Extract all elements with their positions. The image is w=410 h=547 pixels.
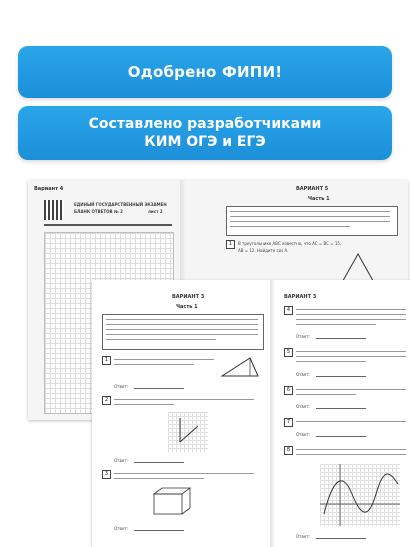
task-3-answer-line	[134, 530, 184, 531]
task-1-text-line	[114, 359, 214, 360]
task-1-answer-line	[134, 388, 184, 389]
task-8-number: 8	[284, 446, 293, 455]
task-7-number: 7	[284, 418, 293, 427]
task-5-text-line	[296, 356, 406, 357]
task-5-text-line	[296, 351, 406, 352]
right-triangle-figure	[220, 356, 260, 378]
form-barcode	[44, 224, 172, 226]
back-task-text-2: AB = 12. Найдите cos A.	[238, 248, 289, 253]
front-left-part: Часть 1	[176, 304, 198, 310]
instruction-line	[230, 211, 390, 212]
vectors-figure	[168, 412, 208, 452]
task-2-answer-line	[134, 462, 184, 463]
task-4-text-line	[296, 309, 406, 310]
back-left-variant: Вариант 4	[34, 186, 64, 192]
task-5-answer-label: Ответ:	[296, 372, 310, 377]
authors-banner	[18, 106, 392, 160]
front-book-gutter	[270, 280, 276, 547]
instruction-line	[230, 221, 390, 222]
authors-line-2: КИМ ОГЭ и ЕГЭ	[144, 134, 266, 150]
back-task-text: В треугольнике ABC известно, что AC = BC = 15,	[238, 241, 342, 246]
task-4-number: 4	[284, 306, 293, 315]
task-8-answer-line	[316, 538, 366, 539]
task-6-number: 6	[284, 386, 293, 395]
instruction-line	[230, 226, 350, 227]
task-3-answer-label: Ответ:	[114, 526, 128, 531]
function-graph	[320, 464, 400, 526]
task-3-text-line	[114, 473, 254, 474]
task-2-text-line	[114, 399, 254, 400]
task-5-number: 5	[284, 348, 293, 357]
task-5-answer-line	[316, 376, 366, 377]
task-8-answer-label: Ответ:	[296, 534, 310, 539]
authors-line-1: Составлено разработчиками	[88, 116, 322, 132]
task-7-answer-line	[316, 436, 366, 437]
qr-code-icon	[44, 200, 64, 220]
task-1-answer-label: Ответ:	[114, 384, 128, 389]
task-4-answer-label: Ответ:	[296, 334, 310, 339]
task-8-text-line	[296, 449, 406, 450]
task-4-text-line	[296, 314, 406, 315]
form-title-1: ЕДИНЫЙ ГОСУДАРСТВЕННЫЙ ЭКЗАМЕН	[74, 202, 167, 207]
instruction-line	[106, 329, 258, 330]
product-photo	[0, 170, 410, 547]
task-4-text-line	[296, 324, 376, 325]
task-6-text-line	[296, 394, 356, 395]
approved-banner	[18, 46, 392, 98]
form-sheet-label: лист 2	[148, 209, 163, 214]
front-right-variant: ВАРИАНТ 3	[284, 294, 317, 300]
task-7-text-line	[296, 421, 406, 422]
instruction-line	[106, 339, 216, 340]
front-book	[92, 280, 410, 547]
instruction-line	[106, 334, 258, 335]
cylinder-box-figure	[152, 486, 192, 516]
task-3-number: 3	[102, 470, 111, 479]
task-2-text-line	[114, 404, 174, 405]
task-4-text-line	[296, 319, 406, 320]
task-8-text-line	[296, 454, 406, 455]
task-1-text-line	[114, 364, 194, 365]
back-right-part: Часть 1	[308, 196, 330, 202]
instruction-line	[230, 216, 390, 217]
task-1-number: 1	[102, 356, 111, 365]
task-5-text-line	[296, 361, 366, 362]
form-title-2: БЛАНК ОТВЕТОВ № 2	[74, 209, 123, 214]
front-left-variant: ВАРИАНТ 3	[172, 294, 205, 300]
back-right-variant: ВАРИАНТ 5	[296, 186, 329, 192]
instruction-line	[106, 319, 258, 320]
task-3-text-line	[114, 478, 204, 479]
task-6-answer-line	[316, 408, 366, 409]
task-4-answer-line	[316, 338, 366, 339]
task-6-text-line	[296, 389, 406, 390]
task-2-number: 2	[102, 396, 111, 405]
approved-text: Одобрено ФИПИ!	[127, 63, 283, 81]
instruction-line	[106, 324, 258, 325]
back-task-number: 1	[226, 240, 235, 249]
task-7-answer-label: Ответ:	[296, 432, 310, 437]
task-2-answer-label: Ответ:	[114, 458, 128, 463]
task-6-answer-label: Ответ:	[296, 404, 310, 409]
